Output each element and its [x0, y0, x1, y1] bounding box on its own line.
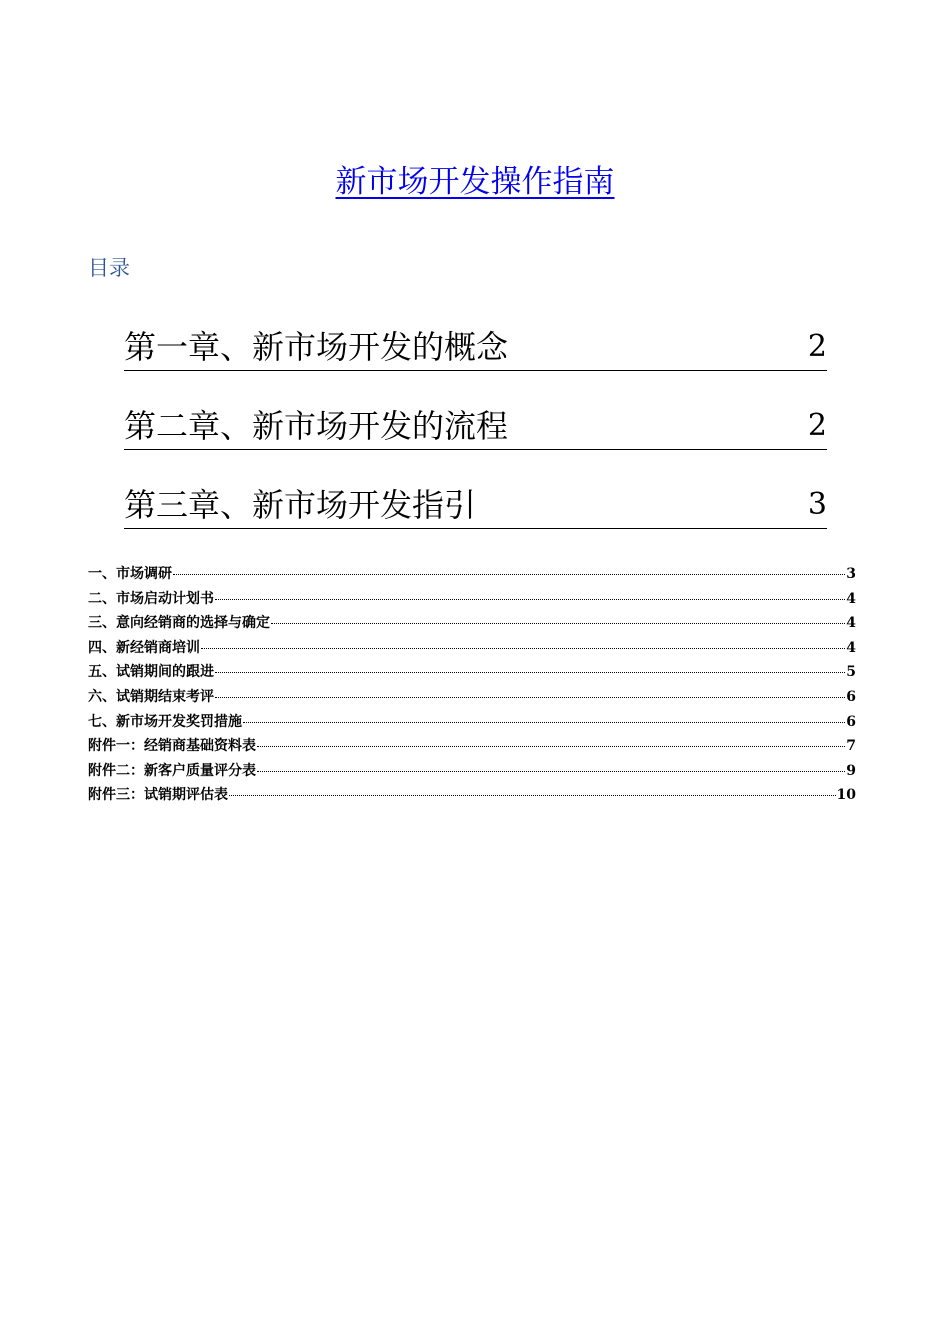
- dot-leader: [215, 599, 845, 600]
- dot-leader: [173, 574, 845, 575]
- toc-section-entry[interactable]: [88, 587, 856, 612]
- section-page-number: 6: [846, 688, 856, 705]
- toc-section-entry[interactable]: [88, 783, 856, 808]
- chapter-label: 第三章、新市场开发指引: [124, 486, 477, 524]
- chapter-label: 第一章、新市场开发的概念: [124, 328, 509, 366]
- section-list: [88, 562, 856, 808]
- section-page-number: 4: [846, 639, 856, 656]
- section-page-number: 9: [846, 762, 856, 779]
- chapter-label: 第二章、新市场开发的流程: [124, 407, 509, 445]
- section-page-number: 7: [846, 738, 856, 755]
- section-label: 七、新市场开发奖罚措施: [88, 713, 242, 730]
- toc-section-entry[interactable]: [88, 710, 856, 735]
- section-page-number: 4: [846, 615, 856, 632]
- section-label: 附件三：试销期评估表: [88, 787, 228, 804]
- toc-section-entry[interactable]: [88, 734, 856, 759]
- toc-section-entry[interactable]: [88, 759, 856, 784]
- chapter-page-number: 2: [807, 408, 827, 443]
- dot-leader: [215, 672, 845, 673]
- section-label: 四、新经销商培训: [88, 639, 200, 656]
- chapter-page-number: 3: [807, 487, 827, 522]
- toc-chapter-entry[interactable]: [124, 401, 827, 450]
- section-page-number: 4: [846, 590, 856, 607]
- dot-leader: [243, 722, 845, 723]
- dot-leader: [215, 697, 845, 698]
- dot-leader: [229, 795, 836, 796]
- toc-section-entry[interactable]: [88, 636, 856, 661]
- toc-section-entry[interactable]: [88, 611, 856, 636]
- section-page-number: 6: [846, 713, 856, 730]
- document-title-link[interactable]: 新市场开发操作指南: [335, 164, 615, 200]
- dot-leader: [271, 623, 845, 624]
- toc-section-entry[interactable]: [88, 685, 856, 710]
- section-label: 五、试销期间的跟进: [88, 664, 214, 681]
- section-page-number: 3: [846, 566, 856, 582]
- chapter-page-number: 2: [807, 329, 827, 364]
- section-label: 三、意向经销商的选择与确定: [88, 615, 270, 632]
- section-page-number: 10: [836, 787, 856, 804]
- toc-section-entry[interactable]: [88, 660, 856, 685]
- toc-heading: 目录: [88, 256, 130, 280]
- dot-leader: [257, 771, 845, 772]
- section-label: 六、试销期结束考评: [88, 688, 214, 705]
- toc-chapter-entry[interactable]: [124, 480, 827, 529]
- section-label: 附件一：经销商基础资料表: [88, 738, 256, 755]
- dot-leader: [201, 648, 845, 649]
- chapter-list: [124, 322, 827, 559]
- toc-section-entry[interactable]: [88, 562, 856, 587]
- section-label: 附件二：新客户质量评分表: [88, 762, 256, 779]
- section-label: 二、市场启动计划书: [88, 590, 214, 607]
- dot-leader: [257, 746, 845, 747]
- toc-chapter-entry[interactable]: [124, 322, 827, 371]
- section-page-number: 5: [846, 664, 856, 681]
- section-label: 一、市场调研: [88, 566, 172, 582]
